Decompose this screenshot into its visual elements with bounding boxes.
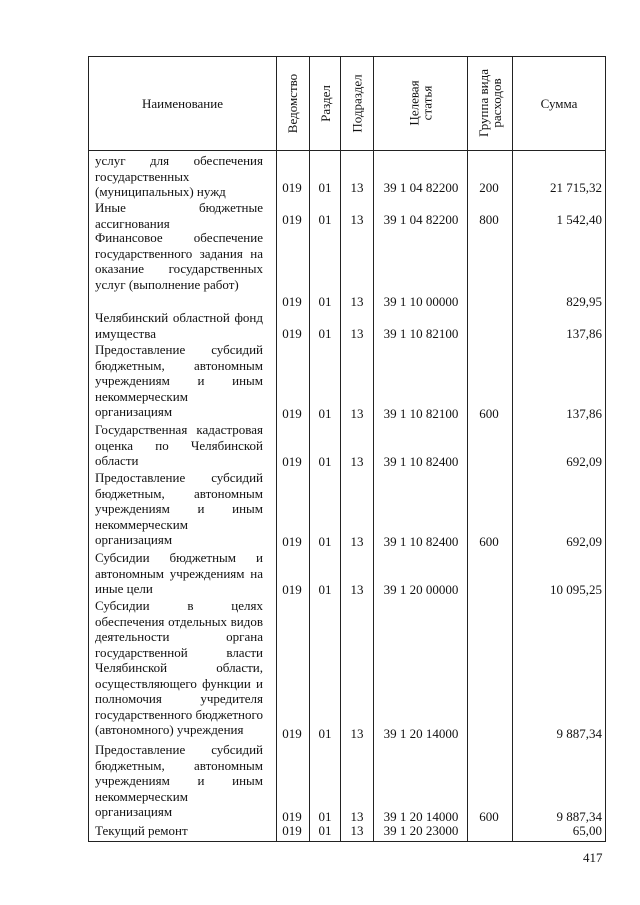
row-department: 019 xyxy=(282,582,302,597)
header-target-article-label xyxy=(407,80,433,125)
row-section: 01 xyxy=(318,582,332,597)
row-target-article: 39 1 20 23000 xyxy=(383,823,459,838)
header-separator xyxy=(88,150,606,151)
row-department: 019 xyxy=(282,454,302,469)
header-name-label: Наименование xyxy=(142,96,223,111)
header-target-article xyxy=(374,56,467,150)
row-department: 019 xyxy=(282,534,302,549)
header-group-line1: Группа вида xyxy=(476,69,492,137)
row-expense-group: 800 xyxy=(479,212,499,227)
row-target-article: 39 1 10 00000 xyxy=(383,294,459,309)
row-section: 01 xyxy=(318,294,332,309)
header-department xyxy=(277,56,309,150)
row-name: Иные бюджетные ассигнования xyxy=(95,200,263,231)
row-subsection: 13 xyxy=(350,294,364,309)
row-section: 01 xyxy=(318,726,332,741)
header-sum-label: Сумма xyxy=(540,96,578,111)
row-department: 019 xyxy=(282,326,302,341)
row-section: 01 xyxy=(318,809,332,824)
row-name: Предоставление субсидий бюджетным, автономным учреждениям и иным некоммерческим организациям xyxy=(95,470,263,547)
row-target-article: 39 1 04 82200 xyxy=(383,212,459,227)
row-sum: 692,09 xyxy=(566,534,602,549)
row-name: Субсидии в целях обеспечения отдельных видов деятельности органа государственной власти Челябинской области, осуществляющего функции и полномочия учредителя государственного бюджетного (автономного) учреждения xyxy=(95,598,263,737)
row-subsection: 13 xyxy=(350,823,364,838)
row-name: Финансовое обеспечение государственного задания на оказание государственных услуг (выполнение работ) xyxy=(95,230,263,292)
row-subsection: 13 xyxy=(350,726,364,741)
header-section xyxy=(310,56,340,150)
column-divider xyxy=(512,56,513,842)
row-target-article: 39 1 04 82200 xyxy=(383,180,459,195)
row-section: 01 xyxy=(318,406,332,421)
row-target-article: 39 1 10 82400 xyxy=(383,534,459,549)
row-department: 019 xyxy=(282,823,302,838)
row-target-article: 39 1 10 82100 xyxy=(383,326,459,341)
row-sum: 137,86 xyxy=(566,326,602,341)
row-sum: 1 542,40 xyxy=(556,212,602,227)
header-subsection-label: Подраздел xyxy=(349,73,365,133)
row-name: Текущий ремонт xyxy=(95,823,188,838)
header-group-line2: расходов xyxy=(489,78,505,128)
row-subsection: 13 xyxy=(350,454,364,469)
row-target-article: 39 1 10 82100 xyxy=(383,406,459,421)
row-department: 019 xyxy=(282,180,302,195)
row-subsection: 13 xyxy=(350,406,364,421)
row-section: 01 xyxy=(318,180,332,195)
row-sum: 137,86 xyxy=(566,406,602,421)
row-target-article: 39 1 20 00000 xyxy=(383,582,459,597)
row-target-article: 39 1 20 14000 xyxy=(383,726,459,741)
row-name: Предоставление субсидий бюджетным, автономным учреждениям и иным некоммерческим организациям xyxy=(95,742,263,819)
row-sum: 829,95 xyxy=(566,294,602,309)
column-divider xyxy=(276,56,277,842)
row-department: 019 xyxy=(282,809,302,824)
row-department: 019 xyxy=(282,406,302,421)
row-section: 01 xyxy=(318,534,332,549)
row-section: 01 xyxy=(318,823,332,838)
row-subsection: 13 xyxy=(350,180,364,195)
row-section: 01 xyxy=(318,454,332,469)
row-sum: 692,09 xyxy=(566,454,602,469)
row-department: 019 xyxy=(282,726,302,741)
row-name: Челябинский областной фонд имущества xyxy=(95,310,263,341)
row-section: 01 xyxy=(318,326,332,341)
row-sum: 9 887,34 xyxy=(556,809,602,824)
row-sum: 65,00 xyxy=(572,823,602,838)
row-department: 019 xyxy=(282,212,302,227)
header-section-label: Раздел xyxy=(317,84,333,122)
row-sum: 10 095,25 xyxy=(550,582,602,597)
row-subsection: 13 xyxy=(350,212,364,227)
row-subsection: 13 xyxy=(350,582,364,597)
row-name: услуг для обеспечения государственных (муниципальных) нужд xyxy=(95,153,263,199)
row-target-article: 39 1 10 82400 xyxy=(383,454,459,469)
header-department-label: Ведомство xyxy=(285,73,301,133)
header-expense-group-label xyxy=(477,69,503,137)
column-divider xyxy=(340,56,341,842)
row-expense-group: 600 xyxy=(479,809,499,824)
header-target-line2: статья xyxy=(419,85,435,121)
row-subsection: 13 xyxy=(350,534,364,549)
row-expense-group: 600 xyxy=(479,534,499,549)
row-sum: 21 715,32 xyxy=(550,180,602,195)
column-divider xyxy=(467,56,468,842)
header-target-line1: Целевая xyxy=(406,80,422,126)
header-sum xyxy=(513,57,605,150)
row-subsection: 13 xyxy=(350,809,364,824)
row-target-article: 39 1 20 14000 xyxy=(383,809,459,824)
row-name: Предоставление субсидий бюджетным, автономным учреждениям и иным некоммерческим организациям xyxy=(95,342,263,419)
header-expense-group xyxy=(468,56,512,150)
row-expense-group: 200 xyxy=(479,180,499,195)
row-subsection: 13 xyxy=(350,326,364,341)
row-department: 019 xyxy=(282,294,302,309)
row-name: Государственная кадастровая оценка по Челябинской области xyxy=(95,422,263,468)
column-divider xyxy=(309,56,310,842)
row-name: Субсидии бюджетным и автономным учреждениям на иные цели xyxy=(95,550,263,596)
column-divider xyxy=(373,56,374,842)
row-expense-group: 600 xyxy=(479,406,499,421)
row-sum: 9 887,34 xyxy=(556,726,602,741)
page-number: 417 xyxy=(583,850,603,865)
row-section: 01 xyxy=(318,212,332,227)
header-subsection xyxy=(341,56,373,150)
header-name xyxy=(89,57,276,150)
